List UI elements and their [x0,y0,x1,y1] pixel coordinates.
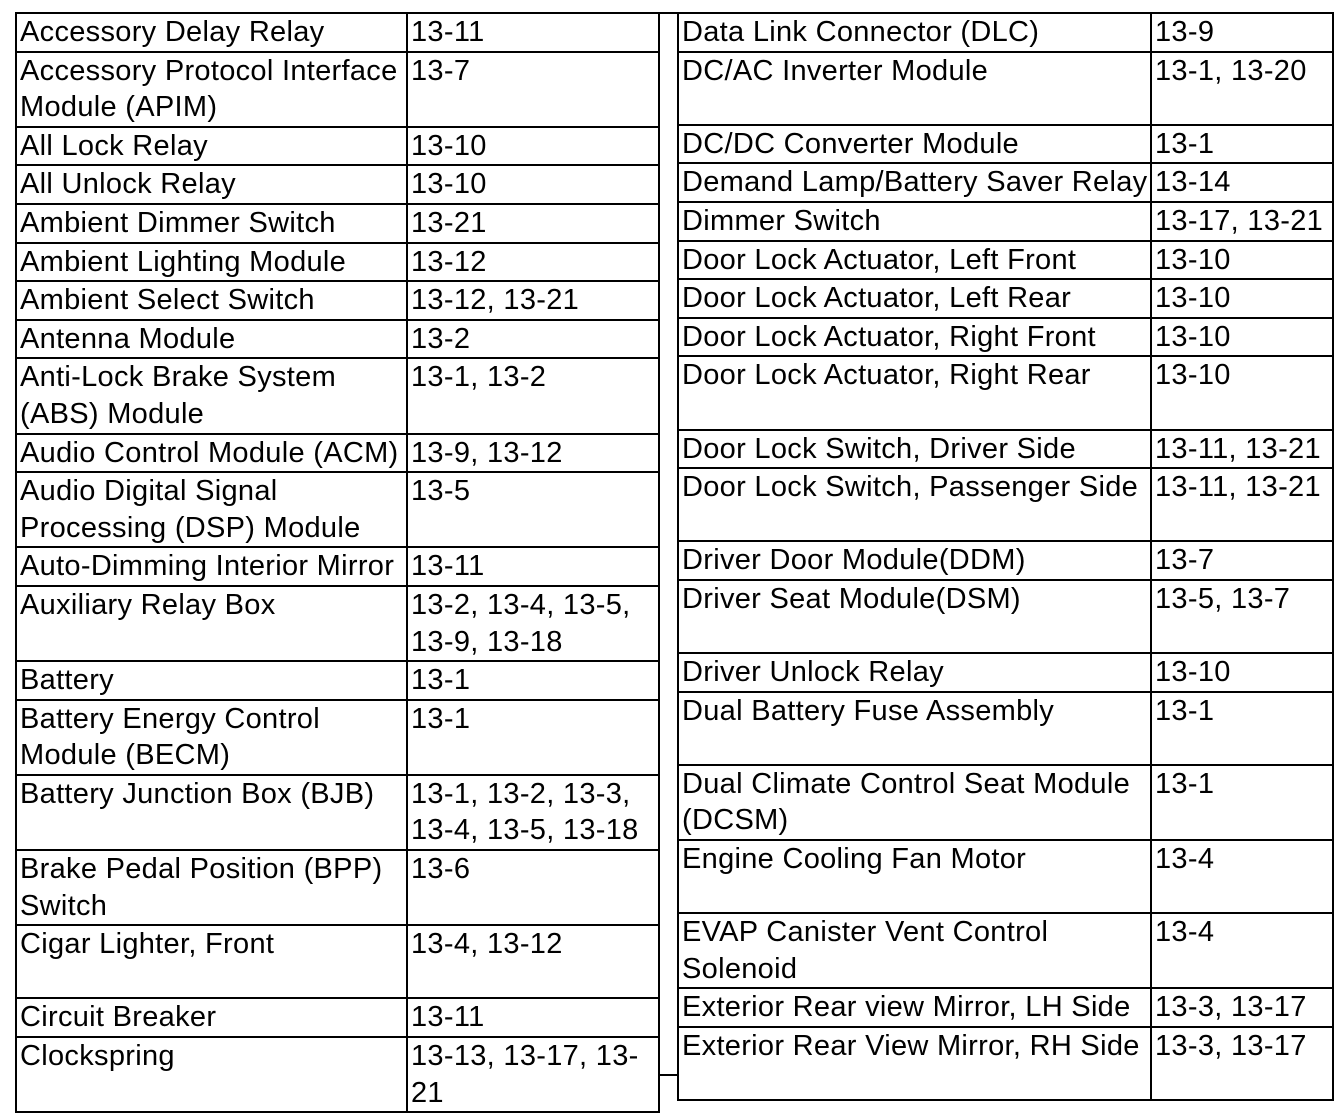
page-reference: 13-6 [407,850,659,925]
table-row [678,125,1333,164]
table-row [678,840,1333,913]
table-row [678,202,1333,241]
table-row [16,127,659,166]
component-name: Door Lock Actuator, Right Front [678,318,1151,357]
component-name: Ambient Lighting Module [16,243,407,282]
component-name: Door Lock Actuator, Left Rear [678,279,1151,318]
page-reference: 13-12 [407,243,659,282]
component-name: All Lock Relay [16,127,407,166]
component-index-table-left [15,12,660,1113]
page-reference: 13-12, 13-21 [407,281,659,320]
page-reference: 13-2 [407,320,659,359]
table-row [678,580,1333,653]
page-reference: 13-11, 13-21 [1151,468,1333,541]
component-name: Accessory Protocol Interface Module (APIM) [16,52,407,127]
component-name: Door Lock Actuator, Right Rear [678,356,1151,429]
component-name: Exterior Rear view Mirror, LH Side [678,988,1151,1027]
page-reference: 13-1, 13-2, 13-3, 13-4, 13-5, 13-18 [407,775,659,850]
page-reference: 13-10 [1151,356,1333,429]
component-name: Data Link Connector (DLC) [678,13,1151,52]
table-row [16,775,659,850]
component-name: Dual Climate Control Seat Module (DCSM) [678,765,1151,840]
component-name: Door Lock Switch, Driver Side [678,430,1151,469]
component-name: Circuit Breaker [16,998,407,1037]
component-name: Battery Junction Box (BJB) [16,775,407,850]
table-row [678,241,1333,280]
page-reference: 13-11 [407,998,659,1037]
page-reference: 13-11 [407,13,659,52]
page-reference: 13-5, 13-7 [1151,580,1333,653]
table-row [16,243,659,282]
table-row [16,998,659,1037]
table-row [678,318,1333,357]
component-name: Engine Cooling Fan Motor [678,840,1151,913]
page-reference: 13-10 [407,127,659,166]
page-reference: 13-2, 13-4, 13-5, 13-9, 13-18 [407,586,659,661]
page-reference: 13-10 [1151,318,1333,357]
component-name: Door Lock Switch, Passenger Side [678,468,1151,541]
table-row [678,988,1333,1027]
page-reference: 13-7 [407,52,659,127]
table-row [16,358,659,433]
table-row [678,430,1333,469]
component-name: DC/DC Converter Module [678,125,1151,164]
table-row [678,356,1333,429]
table-row [678,52,1333,125]
page-reference: 13-9, 13-12 [407,434,659,473]
page-reference: 13-21 [407,204,659,243]
page-reference: 13-1 [1151,692,1333,765]
component-name: Auto-Dimming Interior Mirror [16,547,407,586]
table-row [16,850,659,925]
component-name: Driver Door Module(DDM) [678,541,1151,580]
page-reference: 13-1, 13-20 [1151,52,1333,125]
component-name: Cigar Lighter, Front [16,925,407,998]
page-reference: 13-10 [1151,279,1333,318]
page-reference: 13-10 [407,165,659,204]
component-name: DC/AC Inverter Module [678,52,1151,125]
table-row [16,281,659,320]
table-row [16,472,659,547]
component-name: Antenna Module [16,320,407,359]
component-name: Driver Unlock Relay [678,653,1151,692]
page-reference: 13-1 [1151,125,1333,164]
component-name: Accessory Delay Relay [16,13,407,52]
page-reference: 13-4 [1151,913,1333,988]
table-row [16,1037,659,1112]
table-row [678,13,1333,52]
page-reference: 13-11 [407,547,659,586]
page-reference: 13-1, 13-2 [407,358,659,433]
component-name: Brake Pedal Position (BPP) Switch [16,850,407,925]
table-row [16,925,659,998]
page-reference: 13-13, 13-17, 13-21 [407,1037,659,1112]
component-name: Anti-Lock Brake System (ABS) Module [16,358,407,433]
table-row [16,700,659,775]
page-reference: 13-5 [407,472,659,547]
table-row [678,913,1333,988]
left-table-body [16,13,659,1112]
component-name: Dual Battery Fuse Assembly [678,692,1151,765]
component-name: Door Lock Actuator, Left Front [678,241,1151,280]
table-row [678,468,1333,541]
component-name: All Unlock Relay [16,165,407,204]
page-reference: 13-3, 13-17 [1151,988,1333,1027]
table-row [16,204,659,243]
table-row [16,13,659,52]
page-reference: 13-4, 13-12 [407,925,659,998]
table-row [678,653,1333,692]
table-row [16,320,659,359]
page-reference: 13-1 [1151,765,1333,840]
page-reference: 13-1 [407,661,659,700]
table-row [678,692,1333,765]
component-index-table-right [677,12,1334,1101]
component-name: EVAP Canister Vent Control Solenoid [678,913,1151,988]
component-name: Demand Lamp/Battery Saver Relay [678,163,1151,202]
component-name: Battery Energy Control Module (BECM) [16,700,407,775]
table-row [678,279,1333,318]
page-reference: 13-7 [1151,541,1333,580]
table-row [16,661,659,700]
page-reference: 13-10 [1151,653,1333,692]
table-row [678,1027,1333,1100]
page-reference: 13-11, 13-21 [1151,430,1333,469]
component-name: Audio Control Module (ACM) [16,434,407,473]
page-reference: 13-9 [1151,13,1333,52]
table-row [16,165,659,204]
component-name: Clockspring [16,1037,407,1112]
component-name: Ambient Dimmer Switch [16,204,407,243]
component-name: Exterior Rear View Mirror, RH Side [678,1027,1151,1100]
component-name: Auxiliary Relay Box [16,586,407,661]
page-reference: 13-1 [407,700,659,775]
table-row [16,434,659,473]
right-table-body [678,13,1333,1100]
component-name: Driver Seat Module(DSM) [678,580,1151,653]
component-name: Battery [16,661,407,700]
table-row [678,163,1333,202]
page-reference: 13-17, 13-21 [1151,202,1333,241]
table-row [678,541,1333,580]
component-name: Ambient Select Switch [16,281,407,320]
page-reference: 13-4 [1151,840,1333,913]
component-name: Audio Digital Signal Processing (DSP) Module [16,472,407,547]
page-reference: 13-3, 13-17 [1151,1027,1333,1100]
page-reference: 13-14 [1151,163,1333,202]
table-row [16,586,659,661]
table-row [16,52,659,127]
component-name: Dimmer Switch [678,202,1151,241]
table-row [16,547,659,586]
table-row [678,765,1333,840]
column-separator [658,12,677,1076]
page-reference: 13-10 [1151,241,1333,280]
